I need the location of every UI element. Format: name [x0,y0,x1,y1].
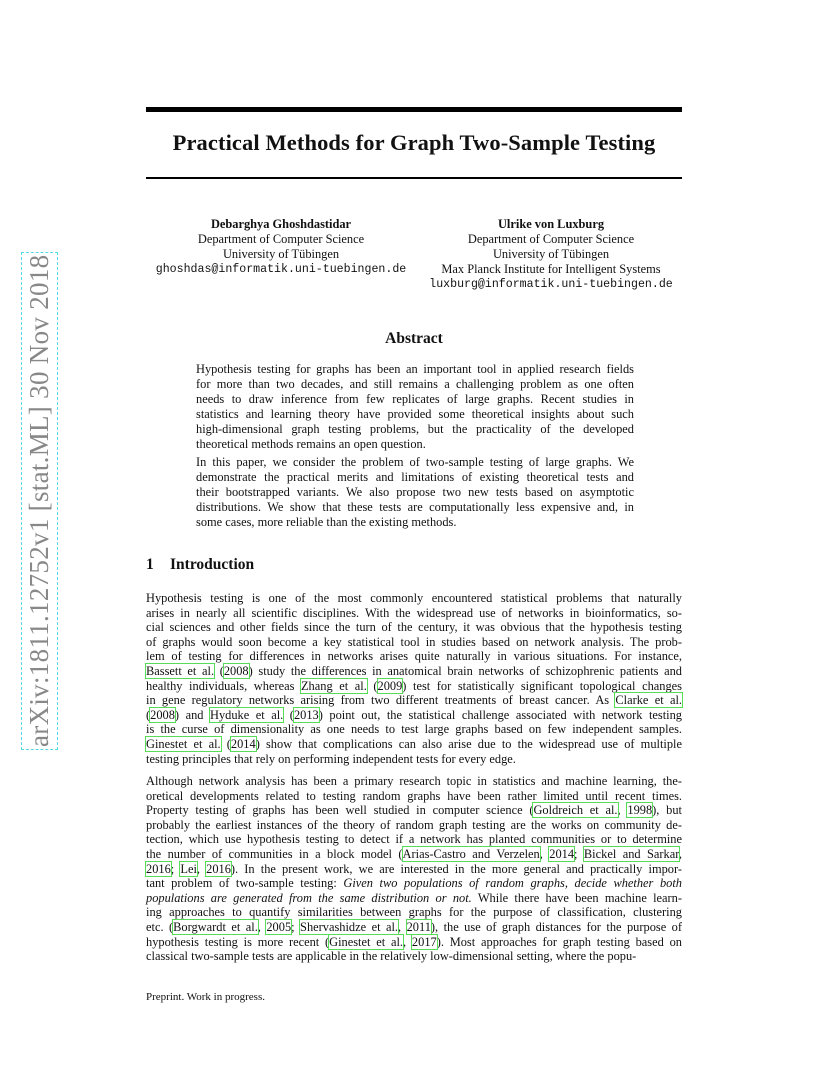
text-line: for more than two decades, and still remains a challenging problem as one often [196,377,634,391]
section-heading-introduction [146,556,254,574]
text-fragment: Property testing of graphs has been well studied in computer science ( [146,803,534,818]
text-fragment: ) test for statistically significant topological changes [402,678,682,693]
text-fragment: ), the use of graph distances for the purpose of [430,919,682,934]
author-univ: University of Tübingen [222,247,340,261]
citation-link[interactable]: Shervashidze et al. [300,919,399,934]
author-email[interactable]: ghoshdas@informatik.uni-tuebingen.de [155,263,407,276]
text-line: Ginestet et al. (2014) show that complications can also arise due to the widespread use of multiple [146,736,682,751]
text-fragment: ). In the present work, we are interested in the more general and practically impor- [230,861,682,876]
emphasis-text: populations are generated from the same distribution or not. [146,890,472,905]
paper-title: Practical Methods for Graph Two-Sample Testing [172,130,656,155]
text-line: etc. (Borgwardt et al., 2005; Shervashidze et al., 2011), the use of graph distances for the purpose of [146,919,682,934]
citation-link[interactable]: 2014 [230,736,256,751]
intro-paragraph-1 [146,591,682,766]
text-line: probably the earliest instances of the theory of random graph testing are the works on community de- [146,817,682,832]
citation-link[interactable]: Arias-Castro and Verzelen [402,846,540,861]
text-fragment: While there have been machine learn- [471,890,683,905]
text-line: 2016; Lei, 2016). In the present work, we are interested in the more general and practically impor- [146,861,682,876]
text-line [146,693,682,708]
text-fragment: ) study the differences in anatomical brain networks of schizophrenic patients and [248,663,682,678]
text-line: distributions. We show that these tests are computationally less expensive and, in [196,500,634,514]
citation-link[interactable]: 1998 [627,803,653,818]
author-name: Ulrike von Luxburg [497,217,605,231]
citation-link[interactable]: Zhang et al. [300,678,367,693]
text-line: statistics and learning theory have provided some theoretical insights about such [196,407,634,421]
text-line: classical two-sample tests are applicable in the relatively low-dimensional setting, where the popu- [146,949,637,964]
text-fragment: tant problem of two-sample testing: [146,876,344,891]
text-fragment: ), but [652,803,682,818]
author-dept: Department of Computer Science [467,232,635,246]
author-dept: Department of Computer Science [197,232,365,246]
text-line: Hypothesis testing for graphs has been an important tool in applied research fields [196,362,634,376]
title-rule-top [146,107,682,112]
citation-link[interactable]: Hyduke et al. [210,707,284,722]
text-fragment: the number of communities in a block model ( [146,846,403,861]
text-line [146,891,682,906]
text-fragment: ) point out, the statistical challenge associated with network testing [318,707,682,722]
footer-note: Preprint. Work in progress. [146,991,265,1003]
abstract-body [196,362,634,533]
citation-link[interactable]: 2009 [377,678,403,693]
citation-link[interactable]: 2014 [549,846,575,861]
citation-link[interactable]: 2008 [150,707,175,722]
emphasis-text: Given two populations of random graphs, decide whether both [343,876,682,891]
text-fragment: in gene regulatory networks arising from two different treatments of breast cancer. As [146,693,616,708]
citation-link[interactable]: Clarke et al. [615,693,682,708]
section-title: Introduction [170,556,255,573]
citation-link[interactable]: 2016 [146,861,171,876]
citation-link[interactable]: 2008 [223,663,249,678]
text-line: healthy individuals, whereas Zhang et al. (2009) test for statistically significant topological changes [146,678,682,693]
abstract-paragraph-2 [196,455,634,530]
citation-link[interactable]: Borgwardt et al. [173,919,258,934]
citation-link[interactable]: Ginestet et al. [146,736,221,751]
text-line: testing principles that rely on performing independent tests for every edge. [146,751,516,766]
text-line: tection, which use hypothesis testing to detect if a network has planted communities or to determine [146,832,682,847]
text-line: of graphs would soon become a key statistical tool in studies based on network analysis. The prob- [146,634,682,649]
text-line: oretical developments related to testing random graphs have been rather limited until recent times. [146,788,682,803]
author-block-1 [146,217,416,277]
text-line: cial sciences and other fields since the turn of the century, it was obvious that the hypothesis testing [146,620,682,635]
text-line: demonstrate the practical merits and limitations of existing theoretical tests and [196,470,634,484]
citation-link[interactable]: Lei [180,861,197,876]
author-institute: Max Planck Institute for Intelligent Systems [441,262,661,276]
citation-link[interactable]: Ginestet et al. [329,934,404,949]
text-line: Bassett et al. (2008) study the differences in anatomical brain networks of schizophrenic patients and [146,663,682,678]
citation-link[interactable]: Bassett et al. [146,663,215,678]
text-line: theoretical methods remains an open question. [196,437,426,451]
author-email[interactable]: luxburg@informatik.uni-tuebingen.de [429,278,673,291]
intro-paragraph-2 [146,774,682,964]
citation-link[interactable]: 2017 [411,934,437,949]
text-fragment: etc. ( [146,919,174,934]
text-line: arises in nearly all scientific disciplines. With the widespread use of networks in bioinformatics, so- [146,605,682,620]
text-line: hypothesis testing is more recent (Ginestet et al., 2017). Most approaches for graph testing based on [146,934,682,949]
citation-link[interactable]: 2013 [293,707,319,722]
text-fragment: hypothesis testing is more recent ( [146,934,330,949]
text-line: Hypothesis testing is one of the most commonly encountered statistical problems that naturally [146,591,682,605]
abstract-paragraph-1 [196,362,634,452]
text-line: is the curse of dimensionality as one needs to test large graphs based on few independent samples. [146,722,682,737]
text-line: (2008) and Hyduke et al. (2013) point out, the statistical challenge associated with network testing [146,707,682,722]
title-rule-bottom [146,177,682,179]
text-line: Property testing of graphs has been well studied in computer science (Goldreich et al., 1998), but [146,803,682,818]
text-fragment: ). Most approaches for graph testing based on [436,934,682,949]
citation-link[interactable]: Bickel and Sarkar [583,846,679,861]
text-line: the number of communities in a block model (Arias-Castro and Verzelen, 2014; Bickel and Sarkar, [146,846,682,861]
text-line: Although network analysis has been a primary research topic in statistics and machine learning, the- [146,774,682,788]
citation-link[interactable]: Goldreich et al. [533,803,618,818]
text-line: high-dimensional graph testing problems, but the practicality of the developed [196,422,634,436]
section-number: 1 [146,556,154,573]
text-fragment: ) show that complications can also arise due to the widespread use of multiple [255,736,682,751]
text-line: lem of testing for differences in networks arises quite naturally in various situations. For instance, [146,649,682,664]
text-line: some cases, more reliable than the existing methods. [196,515,457,529]
author-name: Debarghya Ghoshdastidar [210,217,352,231]
text-line: their bootstrapped variants. We also propose two new tests based on asymptotic [196,485,634,499]
citation-link[interactable]: 2016 [206,861,231,876]
author-block-2 [420,217,682,292]
citation-link[interactable]: 2011 [406,919,431,934]
text-line: ing approaches to quantify similarities between graphs for the purpose of classification, clustering [146,905,682,920]
citation-link[interactable]: 2005 [266,919,292,934]
arxiv-stamp-link[interactable]: arXiv:1811.12752v1 [stat.ML] 30 Nov 2018 [24,254,54,747]
text-line [146,876,682,891]
text-line: needs to draw inference from few replicates of large graphs. Recent studies in [196,392,634,406]
text-fragment: healthy individuals, whereas [146,678,301,693]
text-line: In this paper, we consider the problem of two-sample testing of large graphs. We [196,455,634,469]
author-univ: University of Tübingen [492,247,610,261]
text-fragment: ) and [174,707,210,722]
abstract-heading: Abstract [385,330,443,347]
